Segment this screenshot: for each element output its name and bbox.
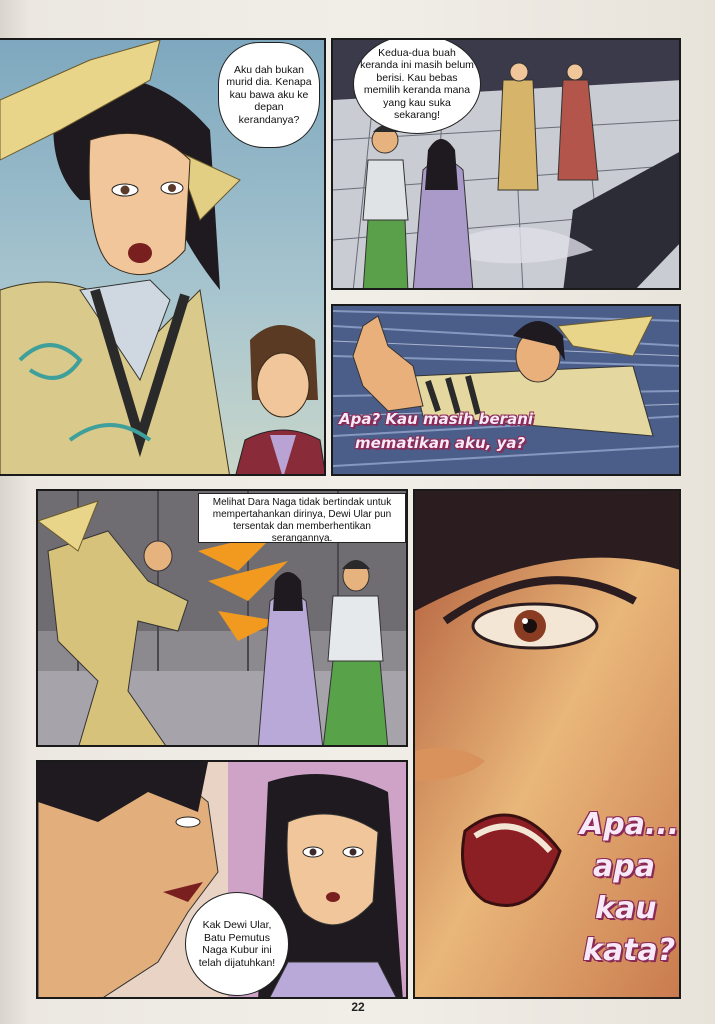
shout-text-p3-line1: Apa? Kau masih berani <box>339 410 534 428</box>
panel-3 <box>331 304 681 476</box>
shout-text-p5-line4: kata? <box>583 933 676 968</box>
panel-5 <box>413 489 681 999</box>
page-number: 22 <box>351 1000 365 1014</box>
panel-1 <box>0 38 326 476</box>
panel-2 <box>331 38 681 290</box>
shout-text-p5-line1: Apa... <box>580 807 680 842</box>
narration-box-p4: Melihat Dara Naga tidak bertindak untuk mempertahankan dirinya, Dewi Ular pun tersentak dan memberhentikan serangannya. <box>198 493 406 543</box>
shout-text-p5-line2: apa <box>593 849 655 884</box>
speech-bubble-p6: Kak Dewi Ular, Batu Pemutus Naga Kubur ini telah dijatuhkan! <box>185 892 289 996</box>
shout-text-p5-line3: kau <box>595 891 657 926</box>
shout-text-p3-line2: mematikan aku, ya? <box>355 434 526 452</box>
speech-bubble-p2: Kedua-dua buah keranda ini masih belum berisi. Kau bebas memilih keranda mana yang kau suka sekarang! <box>353 38 481 134</box>
panel-4 <box>36 489 408 747</box>
panel-6 <box>36 760 408 999</box>
speech-bubble-p1: Aku dah bukan murid dia. Kenapa kau bawa aku ke depan kerandanya? <box>218 42 320 148</box>
